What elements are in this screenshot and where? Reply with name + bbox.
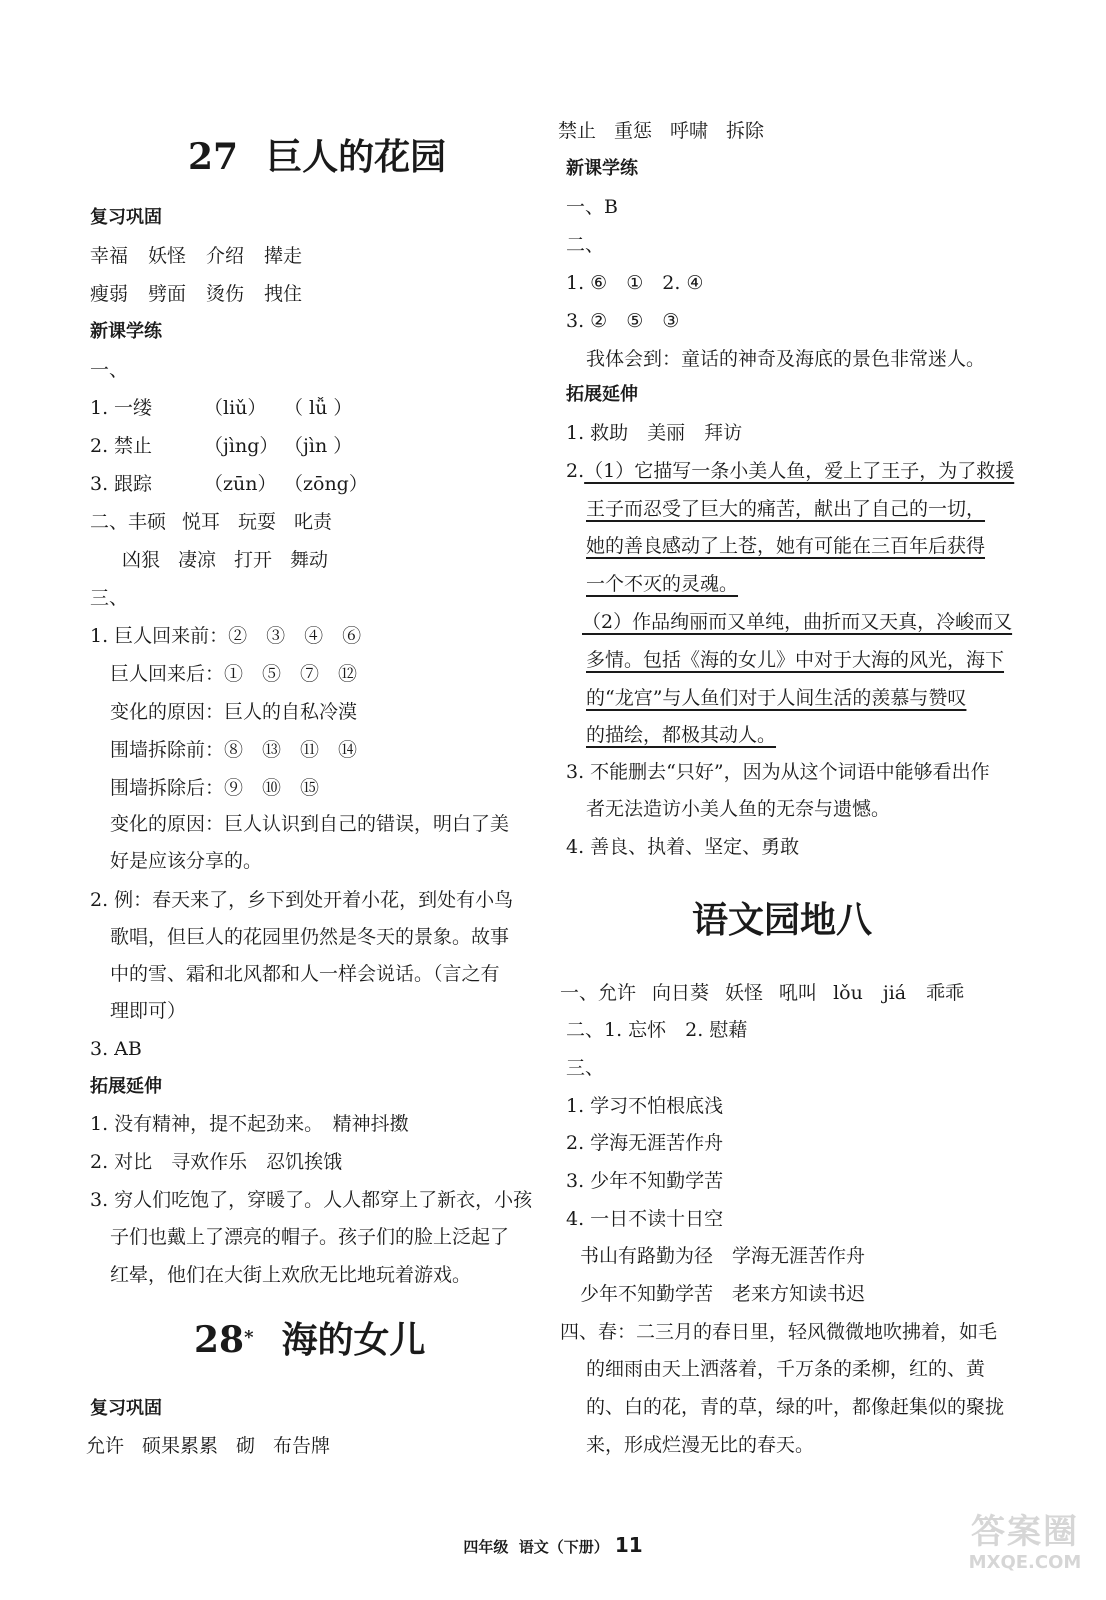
word: 玩耍 (238, 511, 277, 533)
answer-line: 2. 例：春天来了，乡下到处开着小花，到处有小鸟 (90, 889, 514, 911)
answer-line: 好是应该分享的。 (110, 850, 263, 872)
underlined-text: 的描绘，都极其动人。 (586, 724, 777, 746)
answer-line: 1. 救助 美丽 拜访 (566, 422, 743, 444)
item-word: 禁止 (114, 435, 153, 457)
answer-line: 子们也戴上了漂亮的帽子。孩子们的脸上泛起了 (110, 1226, 510, 1248)
watermark-text: 答案圈 (971, 1512, 1079, 1552)
page-footer (0, 1533, 1106, 1557)
word: 悦耳 (182, 511, 221, 533)
underlined-text: （2）作品绚丽而又单纯，曲折而又天真，冷峻而又 (582, 611, 1013, 633)
pinyin-option: （ lǚ ） (284, 397, 353, 419)
word: 二、丰硕 (90, 511, 167, 533)
word: 硕果累累 (142, 1435, 219, 1457)
word: 撵走 (264, 245, 303, 267)
question-3-head: 三、 (90, 587, 129, 609)
word: 吼叫 (779, 982, 818, 1004)
word: 凶狠 (122, 549, 161, 571)
section-heading-extension: 拓展延伸 (566, 384, 638, 405)
section-heading-extension: 拓展延伸 (90, 1076, 162, 1097)
word: 禁止 (558, 120, 597, 142)
underlined-text: 王子而忍受了巨大的痛苦，献出了自己的一切， (586, 498, 986, 520)
answer-line: 1. 学习不怕根底浅 (566, 1095, 724, 1117)
word: 拽住 (264, 283, 303, 305)
underlined-text: 一个不灭的灵魂。 (586, 573, 739, 595)
answer-line: 3. AB (90, 1038, 142, 1060)
word: 乖乖 (926, 982, 965, 1004)
footer-subject: 语文（下册） (518, 1538, 609, 1556)
word: 打开 (234, 549, 273, 571)
answer-line: 变化的原因：巨人认识到自己的错误，明白了美 (110, 813, 510, 835)
word: 妖怪 (148, 245, 187, 267)
question-1-head: 一、 (90, 359, 129, 381)
section-heading-review: 复习巩固 (90, 207, 162, 228)
word: 舞动 (290, 549, 329, 571)
answer-line: 4. 善良、执着、坚定、勇敢 (566, 836, 800, 858)
word: 烫伤 (206, 283, 245, 305)
answer-line: 3. ② ⑤ ③ (566, 310, 680, 332)
item-number: 3. (90, 473, 109, 495)
word: 幸福 (90, 245, 129, 267)
answer-line: 者无法造访小美人鱼的无奈与遗憾。 (586, 798, 891, 820)
question-2-line-2 (122, 547, 328, 573)
pinyin-option: （jìng） (204, 435, 279, 457)
lesson-name: 海的女儿 (281, 1319, 426, 1361)
word: 瘦弱 (90, 283, 129, 305)
item-number: 2. (90, 435, 109, 457)
section-title-garden: 语文园地八 (692, 899, 873, 941)
answer-line (566, 458, 1014, 484)
item-number: 2. (566, 460, 585, 482)
pinyin-option: （jìn ） (284, 435, 353, 457)
word: 妖怪 (725, 982, 764, 1004)
lesson-number: 28 (194, 1319, 245, 1361)
item-number: 1. (90, 397, 109, 419)
item-word: 跟踪 (114, 473, 153, 495)
answer-line: 二、 (566, 234, 605, 256)
answer-line: 变化的原因：巨人的自私冷漠 (110, 701, 358, 723)
review-line-2 (90, 281, 302, 307)
review-line-1 (90, 243, 302, 269)
answer-line: 1. 没有精神，提不起劲来。 精神抖擞 (90, 1113, 409, 1135)
answer-line: 3. 不能删去“只好”，因为从这个词语中能够看出作 (566, 761, 990, 783)
answer-line: 理即可） (110, 1000, 187, 1022)
answer-line: 中的雪、霜和北风都和人一样会说话。（言之有 (110, 963, 500, 985)
word: 呼啸 (670, 120, 709, 142)
pinyin: jiá (882, 982, 907, 1004)
lesson-28-title (194, 1318, 426, 1362)
review-line-continued (558, 118, 764, 144)
optional-mark: * (244, 1327, 254, 1348)
answer-line: 红晕，他们在大街上欢欣无比地玩着游戏。 (110, 1264, 472, 1286)
lesson-27-title (188, 135, 446, 179)
answer-line: 3. 穷人们吃饱了，穿暖了。人人都穿上了新衣，小孩 (90, 1189, 533, 1211)
page-number: 11 (614, 1533, 643, 1557)
section-heading-new: 新课学练 (566, 158, 638, 179)
underlined-text: 多情。包括《海的女儿》中对于大海的风光，海下 (586, 649, 1005, 671)
pinyin-item-3 (90, 471, 368, 497)
answer-line: 一、B (566, 196, 618, 218)
pinyin-item-1 (90, 395, 352, 421)
pinyin-option: （liǔ） (204, 397, 267, 419)
answer-line: 2. 对比 寻欢作乐 忍饥挨饿 (90, 1151, 343, 1173)
pinyin-option: （zōng） (284, 473, 368, 495)
word: 重惩 (614, 120, 653, 142)
answer-line: 的、白的花，青的草，绿的叶，都像赶集似的聚拢 (586, 1396, 1005, 1418)
answer-line: 1. 巨人回来前：② ③ ④ ⑥ (90, 625, 362, 647)
word: 介绍 (206, 245, 245, 267)
word: 布告牌 (273, 1435, 331, 1457)
word: 叱责 (294, 511, 333, 533)
word: 凄凉 (178, 549, 217, 571)
answer-line: 我体会到：童话的神奇及海底的景色非常迷人。 (586, 348, 986, 370)
word: 劈面 (148, 283, 187, 305)
answer-line: 少年不知勤学苦 老来方知读书迟 (580, 1283, 866, 1305)
answer-line: 巨人回来后：① ⑤ ⑦ ⑫ (110, 663, 358, 685)
watermark-url: MXQE.COM (968, 1552, 1082, 1573)
section-heading-review: 复习巩固 (90, 1398, 162, 1419)
answer-line: 二、1. 忘怀 2. 慰藉 (566, 1019, 748, 1041)
underlined-text: （1）它描写一条小美人鱼，爱上了王子，为了救援 (584, 460, 1015, 482)
answer-line: 书山有路勤为径 学海无涯苦作舟 (580, 1245, 866, 1267)
answer-line: 歌唱，但巨人的花园里仍然是冬天的景象。故事 (110, 926, 510, 948)
footer-grade: 四年级 (463, 1538, 509, 1556)
word: 允许 (86, 1435, 125, 1457)
lesson-name: 巨人的花园 (266, 136, 447, 178)
answer-line: 围墙拆除后：⑨ ⑩ ⑮ (110, 777, 320, 799)
word: 一、允许 (560, 982, 637, 1004)
word: 砌 (236, 1435, 256, 1457)
answer-line: 来，形成烂漫无比的春天。 (586, 1434, 815, 1456)
question-2-line-1 (90, 509, 332, 535)
answer-line: 的细雨由天上洒落着，千万条的柔柳，红的、黄 (586, 1358, 986, 1380)
pinyin: lǒu (833, 982, 863, 1004)
pinyin-item-2 (90, 433, 352, 459)
answer-line: 四、春：二三月的春日里，轻风微微地吹拂着，如毛 (560, 1321, 998, 1343)
section-heading-new: 新课学练 (90, 321, 162, 342)
lesson-number: 27 (188, 136, 239, 178)
word: 拆除 (726, 120, 765, 142)
answer-line (560, 980, 964, 1006)
review-line-1 (86, 1433, 330, 1459)
underlined-text: 她的善良感动了上苍，她有可能在三百年后获得 (586, 535, 986, 557)
answer-line: 2. 学海无涯苦作舟 (566, 1132, 724, 1154)
item-word: 一缕 (114, 397, 153, 419)
answer-line: 3. 少年不知勤学苦 (566, 1170, 724, 1192)
answer-line: 围墙拆除前：⑧ ⑬ ⑪ ⑭ (110, 739, 358, 761)
underlined-text: 的“龙宫”与人鱼们对于人间生活的羡慕与赞叹 (586, 687, 967, 709)
pinyin-option: （zūn） (204, 473, 277, 495)
answer-line: 1. ⑥ ① 2. ④ (566, 272, 704, 294)
answer-line: 4. 一日不读十日空 (566, 1208, 724, 1230)
answer-line: 三、 (566, 1057, 605, 1079)
word: 向日葵 (652, 982, 710, 1004)
watermark-logo (960, 1512, 1090, 1592)
